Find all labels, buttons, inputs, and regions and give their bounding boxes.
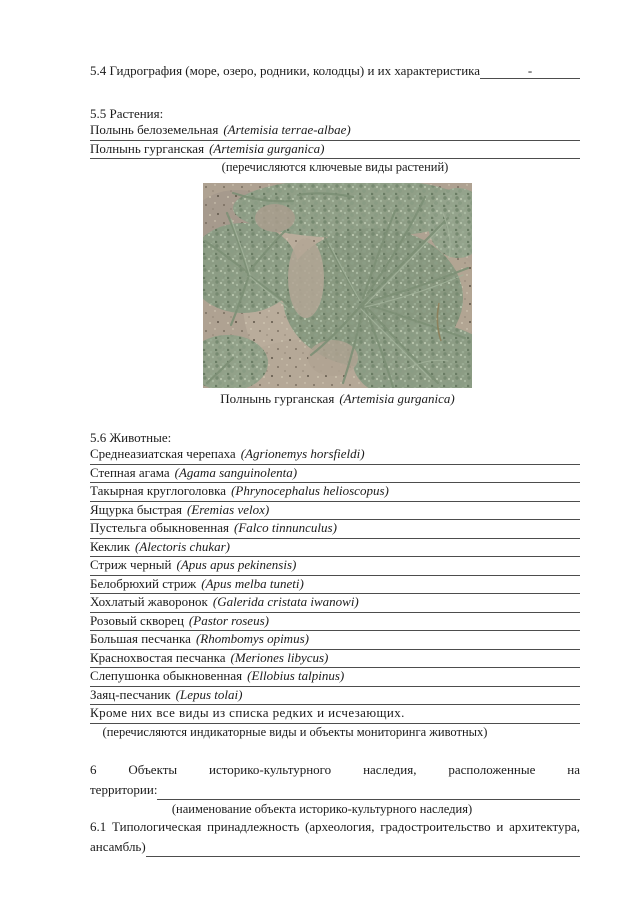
heritage-territory-line bbox=[90, 780, 580, 800]
animal-latin: (Lepus tolai) bbox=[175, 686, 243, 702]
plant-photo-block bbox=[203, 183, 472, 407]
animal-entry bbox=[90, 446, 580, 465]
animal-name: Пустельга обыкновенная bbox=[90, 520, 229, 535]
photo-caption bbox=[203, 391, 472, 407]
animal-entry bbox=[90, 613, 580, 632]
animal-entry bbox=[90, 483, 580, 502]
animal-latin: (Apus apus pekinensis) bbox=[176, 557, 297, 572]
plant-photo-image bbox=[203, 183, 472, 388]
animal-name: Ящурка быстрая bbox=[90, 501, 183, 517]
animal-entry bbox=[90, 650, 580, 669]
animal-name: Такырная круглоголовка bbox=[90, 483, 227, 498]
heritage-ensemble-blank bbox=[146, 856, 580, 857]
animal-latin: (Agrionemys horsfieldi) bbox=[240, 446, 365, 461]
animal-name: Кеклик bbox=[90, 538, 131, 554]
animal-name: Розовый скворец bbox=[90, 612, 184, 628]
plant-latin: (Artemisia terrae-albae) bbox=[223, 122, 351, 137]
heritage-ensemble-line bbox=[90, 837, 580, 857]
animal-latin: (Eremias velox) bbox=[187, 501, 270, 517]
animal-entry bbox=[90, 631, 580, 650]
plants-heading: 5.5 Растения: bbox=[90, 106, 164, 121]
hydrography-line bbox=[90, 62, 580, 79]
plant-entry bbox=[90, 141, 580, 160]
animal-name: Степная агама bbox=[90, 464, 170, 480]
heritage-note: (наименование объекта историко-культурного наследия) bbox=[171, 801, 473, 816]
heritage-line3: 6.1 Типологическая принадлежность (археология, градостроительство и архитектура, bbox=[90, 818, 580, 834]
animal-latin: (Alectoris chukar) bbox=[135, 538, 230, 554]
animal-name: Среднеазиатская черепаха bbox=[90, 446, 236, 461]
animal-latin: (Ellobius talpinus) bbox=[247, 668, 345, 683]
animal-name: Заяц-песчаник bbox=[90, 686, 171, 702]
animal-name: Хохлатый жаворонок bbox=[90, 594, 208, 609]
hydrography-label: 5.4 Гидрография (море, озеро, родники, колодцы) и их характеристика bbox=[90, 63, 481, 78]
heritage-section bbox=[90, 760, 580, 857]
plant-name: Полнынь гурганская bbox=[90, 140, 205, 156]
animal-entry bbox=[90, 576, 580, 595]
photo-caption-latin: (Artemisia gurganica) bbox=[339, 391, 455, 406]
animal-latin: (Falco tinnunculus) bbox=[234, 520, 337, 535]
animal-name: Слепушонка обыкновенная bbox=[90, 668, 243, 683]
plant-entry bbox=[90, 122, 580, 141]
animal-name: Стриж черный bbox=[90, 557, 172, 572]
plant-latin: (Artemisia gurganica) bbox=[209, 140, 325, 156]
animal-entry bbox=[90, 668, 580, 687]
animal-entry bbox=[90, 687, 580, 706]
animal-latin: (Pastor roseus) bbox=[188, 612, 269, 628]
animal-latin: (Agama sanguinolenta) bbox=[174, 464, 298, 480]
plant-photo bbox=[203, 183, 472, 388]
plant-name: Полынь белоземельная bbox=[90, 122, 219, 137]
plants-note: (перечисляются ключевые виды растений) bbox=[221, 160, 449, 174]
heritage-line1: 6 Объекты историко-культурного наследия, расположенные на bbox=[90, 761, 580, 777]
animal-entry bbox=[90, 502, 580, 521]
animals-footer-line: Кроме них все виды из списка редких и исчезающих. bbox=[90, 705, 580, 724]
animal-entry bbox=[90, 594, 580, 613]
animal-latin: (Apus melba tuneti) bbox=[201, 575, 304, 591]
heritage-territory-label: территории: bbox=[90, 781, 158, 797]
heritage-ensemble-label: ансамбль) bbox=[90, 838, 146, 854]
animal-entry bbox=[90, 557, 580, 576]
animal-latin: (Galerida cristata iwanowi) bbox=[212, 594, 359, 609]
page-content bbox=[90, 0, 580, 857]
animal-name: Краснохвостая песчанка bbox=[90, 649, 226, 665]
animal-entry bbox=[90, 465, 580, 484]
animals-note: (перечисляются индикаторные виды и объекты мониторинга животных) bbox=[102, 724, 488, 739]
animal-name: Большая песчанка bbox=[90, 631, 191, 646]
photo-caption-name: Полнынь гурганская bbox=[220, 391, 335, 406]
animals-heading: 5.6 Животные: bbox=[90, 430, 172, 445]
animal-latin: (Rhombomys opimus) bbox=[195, 631, 309, 646]
animal-entry bbox=[90, 539, 580, 558]
animal-name: Белобрюхий стриж bbox=[90, 575, 197, 591]
animal-latin: (Meriones libycus) bbox=[230, 649, 329, 665]
animal-entry bbox=[90, 520, 580, 539]
hydrography-blank-value: - bbox=[480, 63, 580, 79]
animal-latin: (Phrynocephalus helioscopus) bbox=[231, 483, 389, 498]
heritage-territory-blank bbox=[157, 799, 580, 800]
